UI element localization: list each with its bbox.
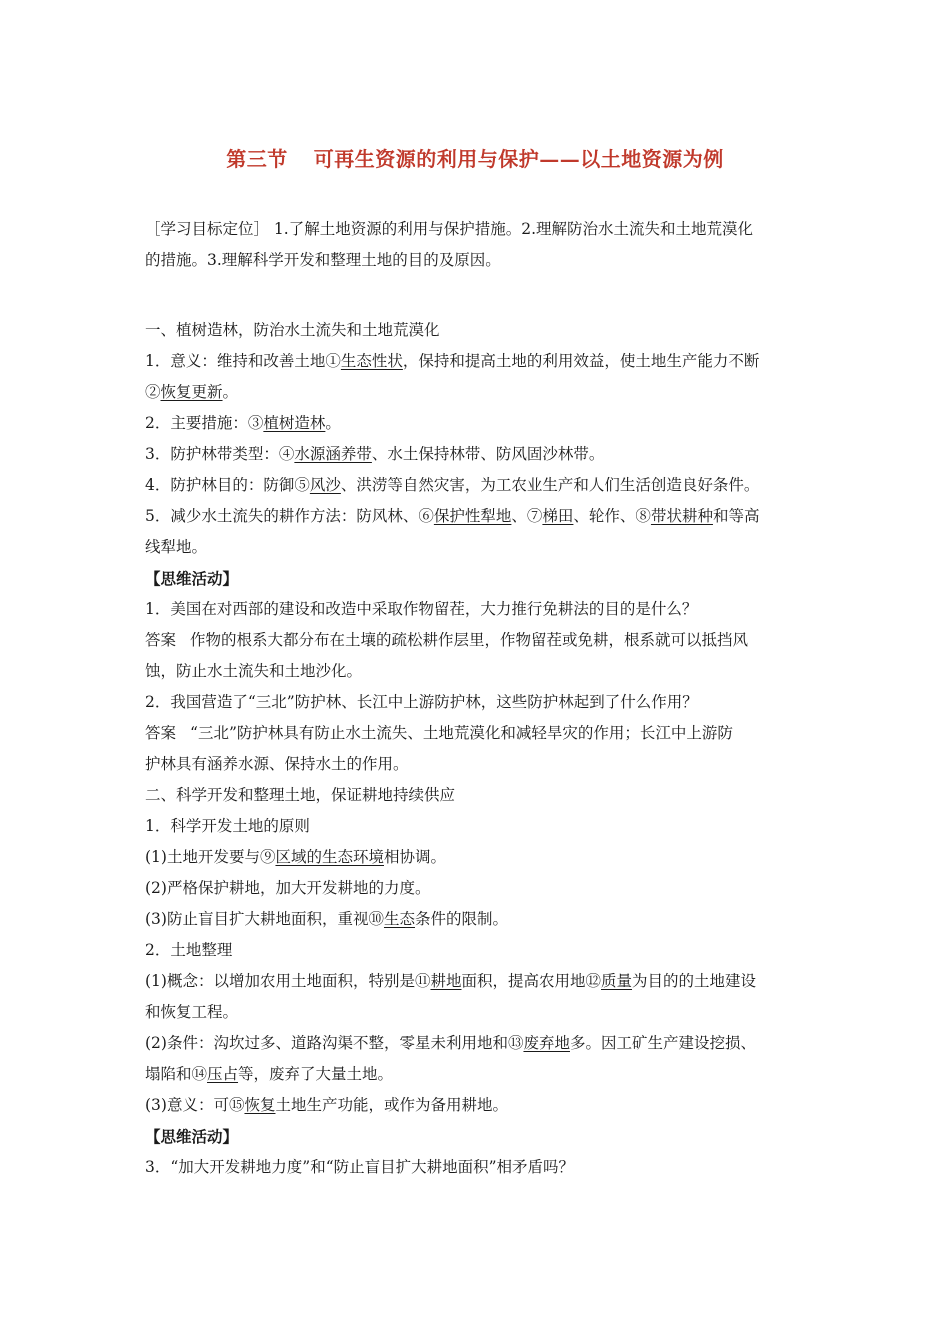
section-number: 第三节 <box>226 147 288 171</box>
answer-1: 答案 作物的根系大都分布在土壤的疏松耕作层里，作物留茬或免耕，根系就可以抵挡风 <box>145 631 749 649</box>
s1-item-1-cont: ②恢复更新。 <box>145 383 239 401</box>
s1-item-5: 5．减少水土流失的耕作方法：防风林、⑥保护性犁地、⑦梯田、轮作、⑧带状耕种和等高 <box>145 507 760 525</box>
thinking-activity-label-2: 【思维活动】 <box>145 1127 239 1146</box>
s1-item-1: 1．意义：维持和改善土地①生态性状，保持和提高土地的利用效益，使土地生产能力不断 <box>145 352 760 370</box>
section-1-heading: 一、植树造林，防治水土流失和土地荒漠化 <box>145 321 440 339</box>
s2-principle-2: (2)严格保护耕地，加大开发耕地的力度。 <box>145 879 431 897</box>
answer-2: 答案 “三北”防护林具有防止水土流失、土地荒漠化和减轻旱灾的作用；长江中上游防 <box>145 724 733 742</box>
blank-answer: 梯田 <box>542 507 574 525</box>
thinking-activity-label: 【思维活动】 <box>145 569 239 588</box>
blank-answer: 植树造林 <box>263 414 326 432</box>
blank-answer: 风沙 <box>309 476 341 494</box>
blank-answer: 区域的生态环境 <box>275 848 384 866</box>
blank-answer: 生态 <box>383 910 415 928</box>
question-2: 2．我国营造了“三北”防护林、长江中上游防护林，这些防护林起到了什么作用？ <box>145 693 698 711</box>
blank-answer: 恢复 <box>244 1096 276 1114</box>
main-content <box>145 315 810 1183</box>
section-2-heading: 二、科学开发和整理土地，保证耕地持续供应 <box>145 786 456 804</box>
answer-1-cont: 蚀，防止水土流失和土地沙化。 <box>145 662 363 680</box>
blank-answer: 水源涵养带 <box>294 445 372 463</box>
blank-answer: 耕地 <box>430 972 462 990</box>
s2-principle-1: (1)土地开发要与⑨区域的生态环境相协调。 <box>145 848 446 866</box>
s2-condition-cont: 塌陷和⑭压占等，废弃了大量土地。 <box>145 1065 394 1083</box>
s1-item-2: 2．主要措施：③植树造林。 <box>145 414 341 432</box>
blank-answer: 恢复更新 <box>160 383 223 401</box>
s2-principle-3: (3)防止盲目扩大耕地面积，重视⑩生态条件的限制。 <box>145 910 508 928</box>
page-title <box>0 143 950 172</box>
blank-answer: 废弃地 <box>523 1034 570 1052</box>
s1-item-3: 3．防护林带类型：④水源涵养带、水土保持林带、防风固沙林带。 <box>145 445 605 463</box>
question-1: 1．美国在对西部的建设和改造中采取作物留茬，大力推行免耕法的目的是什么？ <box>145 600 698 618</box>
goals-line-2: 的措施。3.理解科学开发和整理土地的目的及原因。 <box>145 251 501 269</box>
blank-answer: 生态性状 <box>340 352 403 370</box>
s2-sub-2: 2．土地整理 <box>145 941 233 959</box>
s2-significance: (3)意义：可⑮恢复土地生产功能，或作为备用耕地。 <box>145 1096 508 1114</box>
s2-concept: (1)概念：以增加农用土地面积，特别是⑪耕地面积，提高农用地⑫质量为目的的土地建设 <box>145 972 757 990</box>
s2-condition: (2)条件：沟坎过多、道路沟渠不整，零星未利用地和⑬废弃地多。因工矿生产建设挖损、 <box>145 1034 756 1052</box>
blank-answer: 压占 <box>207 1065 239 1083</box>
goals-line-1: ［学习目标定位］ 1.了解土地资源的利用与保护措施。2.理解防治水土流失和土地荒漠化 <box>145 220 754 238</box>
section-title: 可再生资源的利用与保护——以土地资源为例 <box>313 147 724 171</box>
blank-answer: 质量 <box>601 972 633 990</box>
learning-goals <box>145 214 810 276</box>
s1-item-4: 4．防护林目的：防御⑤风沙、洪涝等自然灾害，为工农业生产和人们生活创造良好条件。 <box>145 476 760 494</box>
blank-answer: 保护性犁地 <box>433 507 512 525</box>
s1-item-5-cont: 线犁地。 <box>145 538 208 556</box>
answer-2-cont: 护林具有涵养水源、保持水土的作用。 <box>145 755 409 773</box>
blank-answer: 带状耕种 <box>650 507 713 525</box>
s2-concept-cont: 和恢复工程。 <box>145 1003 239 1021</box>
question-3: 3．“加大开发耕地力度”和“防止盲目扩大耕地面积”相矛盾吗？ <box>145 1158 575 1176</box>
s2-sub-1: 1．科学开发土地的原则 <box>145 817 310 835</box>
